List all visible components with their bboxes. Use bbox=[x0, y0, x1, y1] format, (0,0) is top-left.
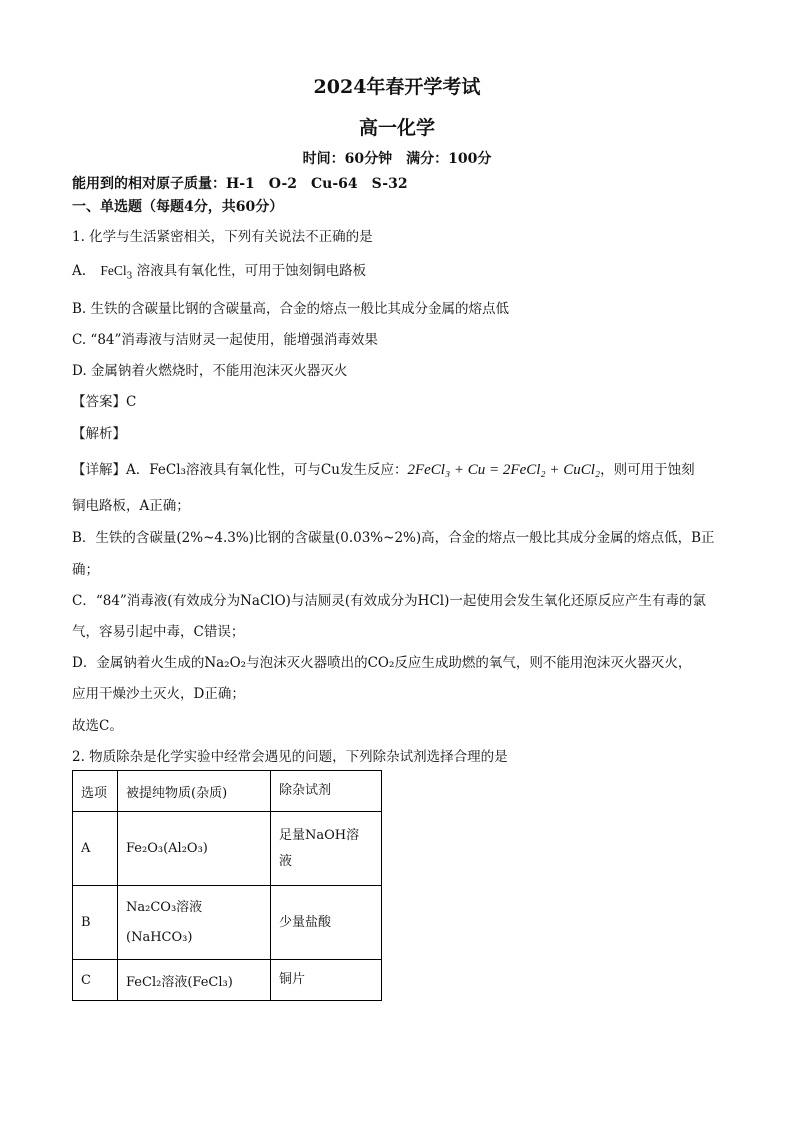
row-substance-line1: FeCl₂溶液(FeCl₃) bbox=[126, 974, 233, 990]
detail-tag: 【详解】 bbox=[72, 462, 126, 478]
detail-a-equation: 2FeCl₃ + Cu = 2FeCl₂ + CuCl₂ bbox=[407, 462, 601, 478]
q1-option-d: D. 金属钠着火燃烧时，不能用泡沫灭火器灭火 bbox=[72, 363, 348, 379]
row-reagent-line2: 液 bbox=[279, 853, 293, 869]
row-substance-line1: Na₂CO₃溶液 bbox=[126, 899, 203, 915]
detail-a-text: A．FeCl₃溶液具有氧化性，可与Cu发生反应： bbox=[126, 462, 408, 478]
q1-option-c: C. “84”消毒液与洁财灵一起使用，能增强消毒效果 bbox=[72, 332, 378, 348]
detail-a-line2: 铜电路板，A正确； bbox=[72, 498, 190, 514]
answer-line bbox=[72, 390, 136, 410]
q2-stem: 2. 物质除杂是化学实验中经常会遇见的问题，下列除杂试剂选择合理的是 bbox=[72, 749, 508, 765]
row-substance bbox=[118, 886, 271, 960]
q1-option-a-sub: 3 bbox=[126, 271, 133, 282]
row-reagent-line1: 铜片 bbox=[279, 972, 306, 987]
section-heading: 一、单选题（每题4分，共60分） bbox=[72, 199, 284, 215]
detail-a-line1 bbox=[72, 458, 695, 479]
header-substance: 被提纯物质(杂质) bbox=[118, 771, 271, 812]
q1-option-b: B. 生铁的含碳量比钢的含碳量高，合金的熔点一般比其成分金属的熔点低 bbox=[72, 301, 510, 317]
q1-option-a-label: A. bbox=[72, 263, 87, 279]
q1-option-a-text: 溶液具有氧化性，可用于蚀刻铜电路板 bbox=[136, 263, 367, 279]
row-reagent bbox=[271, 812, 382, 886]
subject-title: 高一化学 bbox=[358, 117, 435, 139]
header-option: 选项 bbox=[73, 771, 118, 812]
row-reagent bbox=[271, 960, 382, 1001]
row-option: C bbox=[73, 960, 118, 1001]
atomic-masses: 能用到的相对原子质量：H-1 O-2 Cu-64 S-32 bbox=[72, 176, 408, 192]
row-substance-line1: Fe₂O₃(Al₂O₃) bbox=[126, 841, 208, 856]
row-reagent bbox=[271, 886, 382, 960]
conclusion: 故选C。 bbox=[72, 718, 123, 734]
q1-stem: 1. 化学与生活紧密相关，下列有关说法不正确的是 bbox=[72, 229, 373, 245]
row-reagent-line1: 少量盐酸 bbox=[279, 914, 332, 930]
detail-c-line2: 气，容易引起中毒，C错误； bbox=[72, 624, 245, 640]
detail-a-text-end: ，则可用于蚀刻 bbox=[600, 462, 695, 478]
row-option: A bbox=[73, 812, 118, 886]
detail-d-line2: 应用干燥沙土灭火，D正确； bbox=[72, 686, 245, 702]
table-header-row bbox=[73, 771, 382, 812]
answer-value: C bbox=[126, 394, 137, 410]
time-info: 时间：60分钟 满分：100分 bbox=[302, 151, 492, 167]
analysis-tag: 【解析】 bbox=[72, 426, 126, 442]
detail-b-line2: 确； bbox=[72, 562, 99, 578]
q1-option-a-formula: FeCl bbox=[100, 263, 127, 278]
row-reagent-line1: 足量NaOH溶 bbox=[279, 827, 360, 843]
q1-option-a bbox=[72, 259, 366, 282]
table-row bbox=[73, 812, 382, 886]
header-reagent: 除杂试剂 bbox=[271, 771, 382, 812]
detail-b-line1: B．生铁的含碳量(2%~4.3%)比钢的含碳量(0.03%~2%)高，合金的熔点一般比其成分金属的熔点低，B正 bbox=[72, 530, 715, 546]
table-row bbox=[73, 960, 382, 1001]
row-option: B bbox=[73, 886, 118, 960]
row-substance-line2: (NaHCO₃) bbox=[126, 929, 193, 945]
row-substance bbox=[118, 960, 271, 1001]
answer-tag: 【答案】 bbox=[72, 394, 126, 410]
detail-d-line1: D．金属钠着火生成的Na₂O₂与泡沫灭火器喷出的CO₂反应生成助燃的氧气，则不能用泡沫灭火器灭火， bbox=[72, 655, 692, 671]
q2-table bbox=[72, 770, 382, 1001]
row-substance bbox=[118, 812, 271, 886]
exam-title: 2024年春开学考试 bbox=[313, 76, 481, 98]
detail-c-line1: C．“84”消毒液(有效成分为NaClO)与洁厕灵(有效成分为HCl)一起使用会发生氧化还原反应产生有毒的氯 bbox=[72, 593, 706, 609]
table-row bbox=[73, 886, 382, 960]
